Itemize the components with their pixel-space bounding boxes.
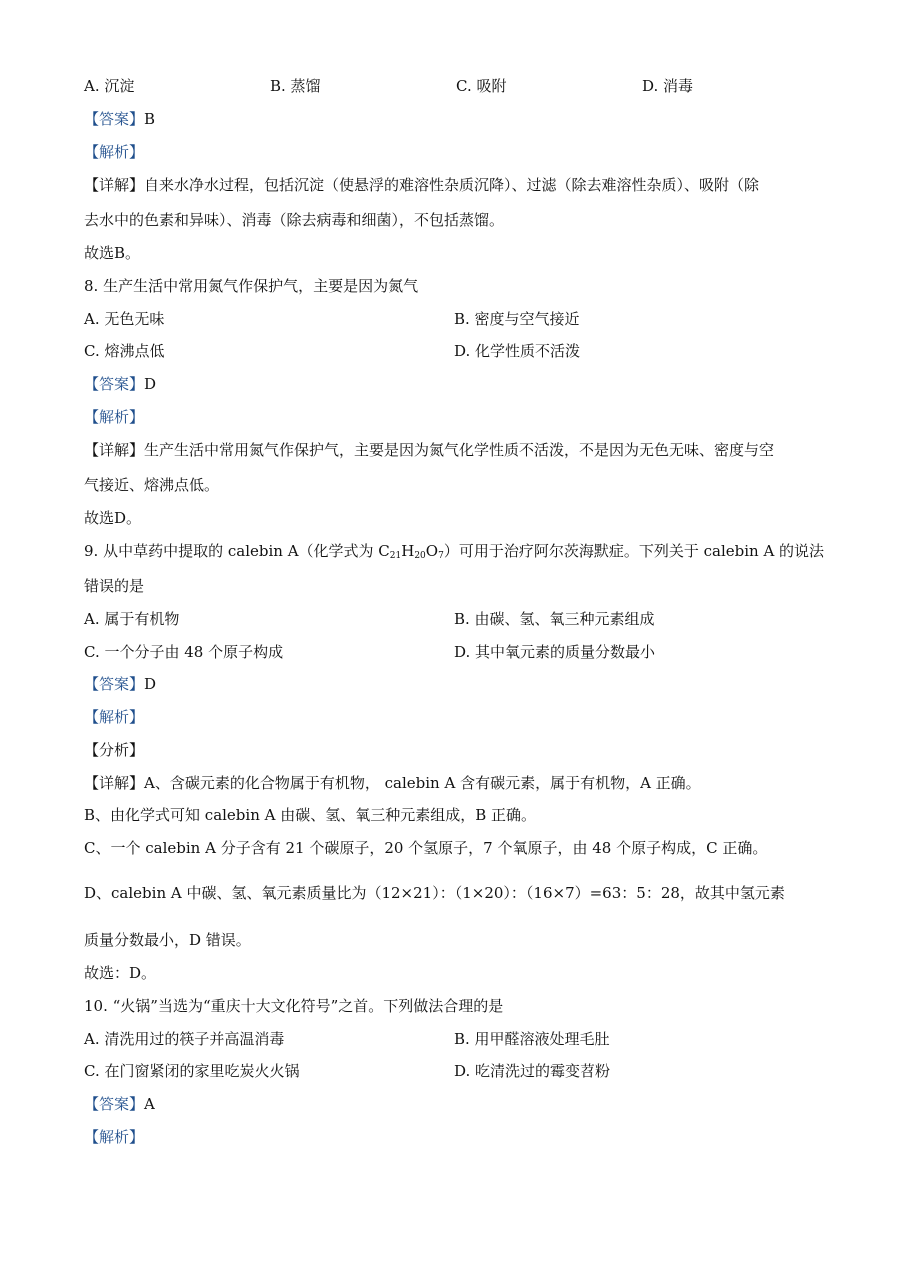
q10-option-c: C. 在门窗紧闭的家里吃炭火火锅 [84, 1062, 300, 1080]
q7-analysis-label: 【解析】 [84, 143, 145, 161]
q9-detail-c: C、一个 calebin A 分子含有 21 个碳原子，20 个氢原子，7 个氧原子，由 48 个原子构成，C 正确。 [84, 839, 768, 857]
q7-detail-line2: 去水中的色素和异味）、消毒（除去病毒和细菌），不包括蒸馏。 [84, 211, 505, 229]
q8-question: 8. 生产生活中常用氮气作保护气，主要是因为氮气 [84, 277, 419, 295]
q10-option-d: D. 吃清洗过的霉变苕粉 [454, 1062, 611, 1080]
q9-detail-d2: 质量分数最小，D 错误。 [84, 931, 251, 949]
formula-o: O [425, 542, 439, 560]
q8-detail-line2: 气接近、熔沸点低。 [84, 476, 220, 494]
detail-label: 【详解】 [84, 441, 145, 459]
q10-question: 10. “火锅”当选为“重庆十大文化符号”之首。下列做法合理的是 [84, 997, 504, 1015]
answer-value: A [144, 1095, 155, 1113]
q9-option-d: D. 其中氧元素的质量分数最小 [454, 643, 656, 661]
detail-text: A、含碳元素的化合物属于有机物， calebin A 含有碳元素，属于有机物，A 正确。 [144, 774, 701, 792]
q8-conclusion: 故选D。 [84, 509, 142, 527]
formula-h: H [401, 542, 415, 560]
q7-conclusion: 故选B。 [84, 244, 141, 262]
formula-sub-o: 7 [438, 551, 444, 561]
q8-analysis-label: 【解析】 [84, 408, 145, 426]
q9-conclusion: 故选：D。 [84, 964, 157, 982]
q9-answer [84, 674, 156, 694]
q7-option-b: B. 蒸馏 [270, 77, 321, 95]
q9-detail-d1: D、calebin A 中碳、氢、氧元素质量比为（12×21）：（1×20）：（16×7）=63：5：28，故其中氢元素 [84, 884, 785, 902]
detail-label: 【详解】 [84, 176, 145, 194]
q8-option-a: A. 无色无味 [84, 310, 165, 328]
q8-detail-line1 [84, 440, 774, 460]
q10-option-b: B. 用甲醛溶液处理毛肚 [454, 1030, 610, 1048]
q9-question-line2: 错误的是 [84, 577, 145, 595]
q7-option-c: C. 吸附 [456, 77, 507, 95]
q9-fenxi-label: 【分析】 [84, 741, 145, 759]
q8-option-c: C. 熔沸点低 [84, 342, 165, 360]
q10-analysis-label: 【解析】 [84, 1128, 145, 1146]
q9-option-c: C. 一个分子由 48 个原子构成 [84, 643, 284, 661]
detail-text: 生产生活中常用氮气作保护气，主要是因为氮气化学性质不活泼，不是因为无色无味、密度与空 [144, 441, 775, 459]
q9-analysis-label: 【解析】 [84, 708, 145, 726]
q9-detail-b: B、由化学式可知 calebin A 由碳、氢、氧三种元素组成，B 正确。 [84, 806, 537, 824]
formula-sub-c: 21 [389, 551, 402, 561]
q7-answer [84, 109, 155, 129]
q7-detail-line1 [84, 175, 759, 195]
q10-option-a: A. 清洗用过的筷子并高温消毒 [84, 1030, 285, 1048]
q9-question-part2: ）可用于治疗阿尔茨海默症。下列关于 calebin A 的说法 [443, 542, 825, 560]
q9-option-a: A. 属于有机物 [84, 610, 180, 628]
q9-option-b: B. 由碳、氢、氧三种元素组成 [454, 610, 655, 628]
answer-label: 【答案】 [84, 1095, 145, 1113]
answer-value: D [144, 375, 157, 393]
q8-option-d: D. 化学性质不活泼 [454, 342, 581, 360]
answer-value: B [144, 110, 156, 128]
formula-sub-h: 20 [414, 551, 426, 561]
q7-option-a: A. 沉淀 [84, 77, 135, 95]
detail-text: 自来水净水过程，包括沉淀（使悬浮的难溶性杂质沉降）、过滤（除去难溶性杂质）、吸附（除 [144, 176, 760, 194]
q9-detail-a [84, 773, 701, 793]
q9-question-line1 [84, 541, 824, 566]
q8-answer [84, 374, 156, 394]
q9-question-part1: 9. 从中草药中提取的 calebin A（化学式为 C [84, 542, 390, 560]
answer-label: 【答案】 [84, 675, 145, 693]
q10-answer [84, 1094, 155, 1114]
q8-option-b: B. 密度与空气接近 [454, 310, 580, 328]
q7-option-d: D. 消毒 [642, 77, 694, 95]
detail-label: 【详解】 [84, 774, 145, 792]
answer-label: 【答案】 [84, 110, 145, 128]
answer-value: D [144, 675, 157, 693]
answer-label: 【答案】 [84, 375, 145, 393]
